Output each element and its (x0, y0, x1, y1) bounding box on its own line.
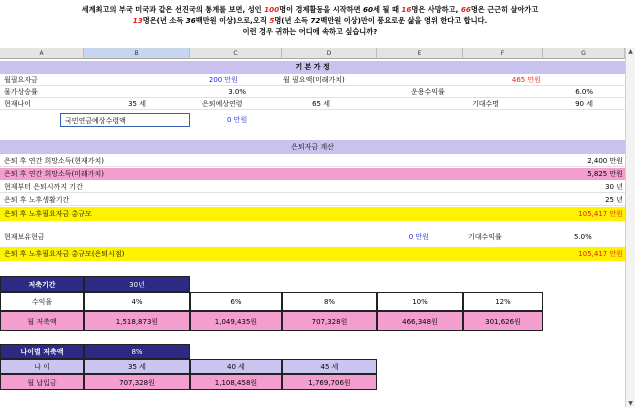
age-table-pay-label: 월 납입금 (0, 374, 84, 390)
inflation-label: 물가상승률 (4, 88, 38, 96)
inflation-value[interactable]: 3.0% (228, 88, 246, 96)
pension-label[interactable]: 국민연금예상수령액 (60, 113, 190, 127)
column-header-g[interactable]: G (543, 48, 625, 59)
savings-rate: 12% (463, 292, 543, 311)
retire-row-value: 30 년 (605, 183, 623, 191)
retire-row-4 (0, 194, 625, 206)
savings-rate: 8% (282, 292, 377, 311)
savings-amount: 1,049,435원 (190, 311, 282, 331)
retire-row-value: 5,825 만원 (587, 170, 623, 178)
intro-line-3: 이런 경우 귀하는 어디에 속하고 싶습니까? (242, 27, 378, 36)
retire-row-2 (0, 168, 625, 180)
retire-row-5 (0, 207, 625, 221)
savings-amount: 301,626원 (463, 311, 543, 331)
age-table-title: 나이별 저축액 (0, 344, 84, 359)
retire-row-3 (0, 181, 625, 193)
column-header-c[interactable]: C (190, 48, 282, 59)
basic-header: 기 본 가 정 (0, 61, 625, 74)
retire-row-1 (0, 155, 625, 167)
row-current-cash (0, 231, 625, 243)
savings-rate: 10% (377, 292, 463, 311)
savings-rate: 6% (190, 292, 282, 311)
vertical-scrollbar[interactable] (625, 48, 635, 407)
column-header-f[interactable]: F (463, 48, 543, 59)
retire-row-label: 은퇴 후 연간 희망소득(미래가치) (4, 170, 105, 178)
expected-return-value[interactable]: 5.0% (574, 233, 592, 241)
column-header-b[interactable]: B (84, 48, 190, 59)
age-table-age: 35 세 (84, 359, 190, 374)
age-value[interactable]: 35 세 (128, 100, 146, 108)
retire-age-label: 은퇴예상연령 (202, 100, 243, 108)
yield-value[interactable]: 6.0% (575, 88, 593, 96)
intro-text (0, 0, 620, 50)
monthly-label: 월필요자금 (4, 76, 38, 84)
future-label: 월 필요액(미래가치) (283, 76, 345, 84)
savings-rate-label: 수익율 (0, 292, 84, 311)
future-value: 465 만원 (511, 76, 541, 84)
row-pension (0, 113, 625, 127)
intro-line-2: 13명은(년 소득 36백만원 이상)으로,오직 5명(년 소득 72백만원 이상)만이 풍요로운 삶을 영위 한다고 합니다. (132, 16, 488, 25)
retire-row-label: 은퇴 후 연간 희망소득(현재가치) (4, 157, 105, 165)
savings-rate-row (0, 292, 625, 311)
age-table-rate[interactable]: 8% (84, 344, 190, 359)
retire-row-label: 현재부터 은퇴시까지 기간 (4, 183, 83, 191)
retire-age-value[interactable]: 65 세 (312, 100, 330, 108)
savings-amount: 1,518,873원 (84, 311, 190, 331)
life-value[interactable]: 90 세 (575, 100, 593, 108)
retire-row-value: 105,417 만원 (578, 210, 623, 218)
age-table-payment: 707,328원 (84, 374, 190, 390)
age-label: 현재나이 (4, 100, 32, 108)
age-table-age: 45 세 (282, 359, 377, 374)
savings-amount-row (0, 311, 625, 331)
row-monthly (0, 75, 625, 86)
monthly-value[interactable]: 200 만원 (208, 76, 238, 84)
retire-row-label: 은퇴 후 노후생활기간 (4, 196, 70, 204)
current-cash-label: 현재보유현금 (4, 233, 45, 241)
retire-row-value: 25 년 (605, 196, 623, 204)
age-table-pay-row (0, 374, 625, 390)
yield-label: 운용수익률 (411, 88, 445, 96)
total-at-retire-label: 은퇴 후 노후필요자금 총규모(은퇴시점) (4, 250, 125, 258)
total-at-retire-value: 105,417 만원 (578, 250, 623, 258)
savings-period-label: 저축기간 (0, 276, 84, 292)
spreadsheet[interactable] (0, 48, 625, 407)
age-table-payment: 1,769,706원 (282, 374, 377, 390)
retire-row-value: 2,400 만원 (587, 157, 623, 165)
life-label: 기대수명 (472, 100, 500, 108)
savings-amount: 707,328원 (282, 311, 377, 331)
row-age (0, 99, 625, 110)
retire-row-label: 은퇴 후 노후필요자금 총규모 (4, 210, 92, 218)
age-table-age: 40 세 (190, 359, 282, 374)
scroll-down-icon[interactable]: ▼ (628, 400, 633, 407)
pension-value[interactable]: 0 만원 (227, 116, 248, 124)
savings-amount-label: 월 저축액 (0, 311, 84, 331)
column-header-d[interactable]: D (282, 48, 377, 59)
savings-period-value[interactable]: 30년 (84, 276, 190, 292)
age-table-age-row (0, 359, 625, 374)
age-table-header-row (0, 344, 625, 359)
expected-return-label: 기대수익률 (468, 233, 502, 241)
age-table-age-label: 나 이 (0, 359, 84, 374)
savings-period-row (0, 276, 625, 292)
row-inflation (0, 87, 625, 98)
savings-amount: 466,348원 (377, 311, 463, 331)
row-total-at-retire (0, 247, 625, 261)
column-header-e[interactable]: E (377, 48, 463, 59)
column-header-a[interactable]: A (0, 48, 84, 59)
current-cash-value[interactable]: 0 만원 (408, 233, 429, 241)
age-table-payment: 1,108,458원 (190, 374, 282, 390)
retire-header: 은퇴자금 계산 (0, 140, 625, 154)
savings-rate: 4% (84, 292, 190, 311)
intro-line-1: 세계최고의 부국 미국과 같은 선진국의 통계를 보면, 성인 100명이 경제활동을 시작하면 60세 될 때 16명은 사망하고, 66명은 근근히 살아가고 (81, 5, 539, 14)
scroll-up-icon[interactable]: ▲ (628, 48, 633, 55)
